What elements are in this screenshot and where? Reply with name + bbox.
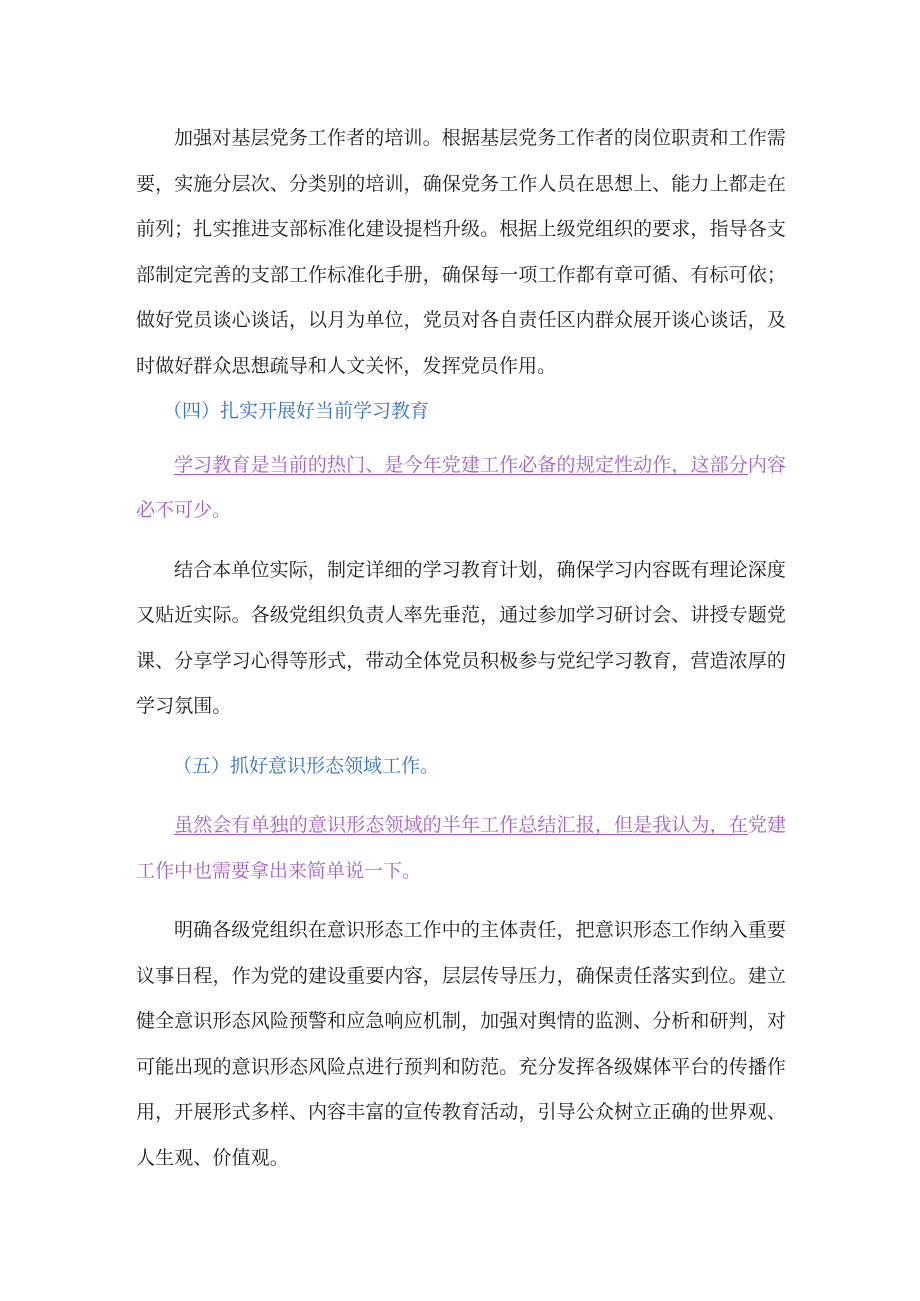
spacer (136, 730, 786, 744)
section-heading-5: （五）抓好意识形态领域工作。 (173, 754, 440, 777)
spacer (136, 789, 786, 803)
paragraph-training: 加强对基层党务工作者的培训。根据基层党务工作者的岗位职责和工作需要，实施分层次、分类别的培训，确保党务工作人员在思想上、能力上都走在前列；扎实推进支部标准化建设提档升级。根据上级党组织的要求，指导各支部制定完善的支部工作标准化手册，确保每一项工作都有章可循、有标可依；做好党员谈心谈话，以月为单位，党员对各自责任区内群众展开谈心谈话，及时做好群众思想疏导和人文关怀，发挥党员作用。 (136, 127, 786, 377)
section-heading-4: （四）扎实开展好当前学习教育 (163, 400, 430, 422)
document-body (136, 116, 786, 1181)
paragraph-study-plan: 结合本单位实际，制定详细的学习教育计划，确保学习内容既有理论深度又贴近实际。各级党组织负责人率先垂范，通过参加学习研讨会、讲授专题党课、分享学习心得等形式，带动全体党员积极参与党纪学习教育，营造浓厚的学习氛围。 (136, 558, 786, 717)
spacer (136, 435, 786, 443)
editor-note-5-rest: 党建工作中也需要拿出来简单说一下。 (136, 814, 786, 882)
paragraph-ideology: 明确各级党组织在意识形态工作中的主体责任，把意识形态工作纳入重要议事日程，作为党的建设重要内容，层层传导压力，确保责任落实到位。建立健全意识形态风险预警和应急响应机制，加强对舆情的监测、分析和研判，对可能出现的意识形态风险点进行预判和防范。充分发挥各级媒体平台的传播作用，开展形式多样、内容丰富的宣传教育活动，引导公众树立正确的世界观、人生观、价值观。 (136, 919, 786, 1169)
spacer (136, 894, 786, 908)
editor-note-4 (136, 443, 786, 534)
spacer (136, 534, 786, 548)
editor-note-5-underlined: 虽然会有单独的意识形态领域的半年工作总结汇报，但是我认为，在 (174, 814, 748, 836)
editor-note-4-rest: 内容必不可少。 (136, 453, 786, 521)
editor-note-4-underlined: 学习教育是当前的热门、是今年党建工作必备的规定性动作，这部分 (174, 453, 748, 476)
editor-note-5 (136, 803, 786, 894)
